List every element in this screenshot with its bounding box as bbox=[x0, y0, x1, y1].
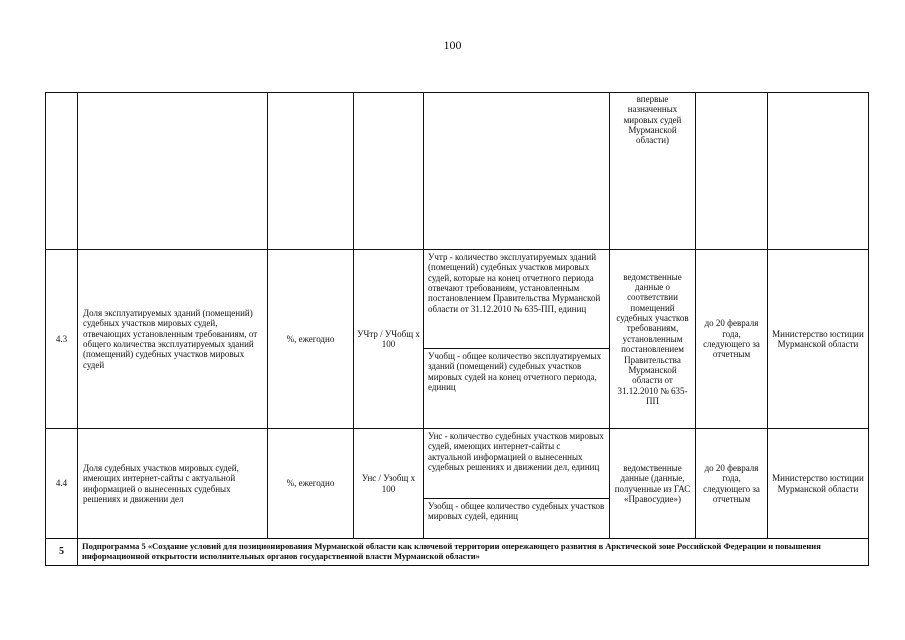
cell-empty bbox=[696, 93, 768, 250]
parameters-cell bbox=[424, 250, 610, 429]
cell-empty bbox=[354, 93, 424, 250]
parameter-1: Унс - количество судебных участков мировых судей, имеющих интернет-сайты с актуальной информацией о вынесенных судебных решениях и движении дел, единиц bbox=[424, 429, 609, 499]
source-cell: ведомственные данные (данные, полученные из ГАС «Правосудие») bbox=[610, 429, 696, 539]
parameter-2: Учобщ - общее количество эксплуатируемых зданий (помещений) судебных участков мировых судей на конец отчетного периода, единиц bbox=[428, 351, 602, 393]
source-cell: ведомственные данные о соответствии помещений судебных участков требованиям, установленным постановлением Правительства Мурманской области от 31.12.2010 № 635-ПП bbox=[610, 250, 696, 429]
table-row bbox=[46, 429, 869, 539]
subprogram-number: 5 bbox=[46, 539, 78, 566]
cell-empty bbox=[46, 93, 78, 250]
indicator-name: Доля судебных участков мировых судей, имеющих интернет-сайты с актуальной информацией о вынесенных судебных решениях и движении дел bbox=[78, 429, 268, 539]
formula-cell: Унс / Узобщ х 100 bbox=[354, 429, 424, 539]
indicators-table bbox=[45, 92, 869, 566]
responsible-cell: Министерство юстиции Мурманской области bbox=[768, 429, 869, 539]
indicator-name: Доля эксплуатируемых зданий (помещений) судебных участков мировых судей, отвечающих установленным требованиям, от общего количества эксплуатируемых зданий (помещений) судебных участков мировых судей bbox=[78, 250, 268, 429]
table-row bbox=[46, 250, 869, 429]
cell-empty bbox=[424, 93, 610, 250]
parameter-1: Учтр - количество эксплуатируемых зданий (помещений) судебных участков мировых судей, которые на конец отчетного периода отвечают требованиям, установленным постановлением Правительства Мурманской области от 31.12.2010 № 635-ПП, единиц bbox=[424, 250, 609, 349]
term-cell: до 20 февраля года, следующего за отчетным bbox=[696, 250, 768, 429]
cell-empty bbox=[268, 93, 354, 250]
source-cell: впервые назначенных мировых судей Мурманской области) bbox=[610, 93, 696, 250]
subprogram-row bbox=[46, 539, 869, 566]
continuation-row bbox=[46, 93, 869, 250]
subprogram-title: Подпрограмма 5 «Создание условий для позиционирования Мурманской области как ключевой территории опережающего развития в Арктической зоне Российской Федерации и повышения информационной открытости исполнительных органов государственной власти Мурманской области» bbox=[78, 539, 869, 566]
row-number: 4.3 bbox=[46, 250, 78, 429]
unit-cell: %, ежегодно bbox=[268, 250, 354, 429]
cell-empty bbox=[768, 93, 869, 250]
unit-cell: %, ежегодно bbox=[268, 429, 354, 539]
cell-empty bbox=[78, 93, 268, 250]
responsible-cell: Министерство юстиции Мурманской области bbox=[768, 250, 869, 429]
term-cell: до 20 февраля года, следующего за отчетным bbox=[696, 429, 768, 539]
parameters-cell bbox=[424, 429, 610, 539]
page-number: 100 bbox=[443, 38, 462, 52]
parameter-2: Узобщ - общее количество судебных участков мировых судей, единиц bbox=[428, 501, 605, 522]
row-number: 4.4 bbox=[46, 429, 78, 539]
formula-cell: УЧтр / УЧобщ х 100 bbox=[354, 250, 424, 429]
